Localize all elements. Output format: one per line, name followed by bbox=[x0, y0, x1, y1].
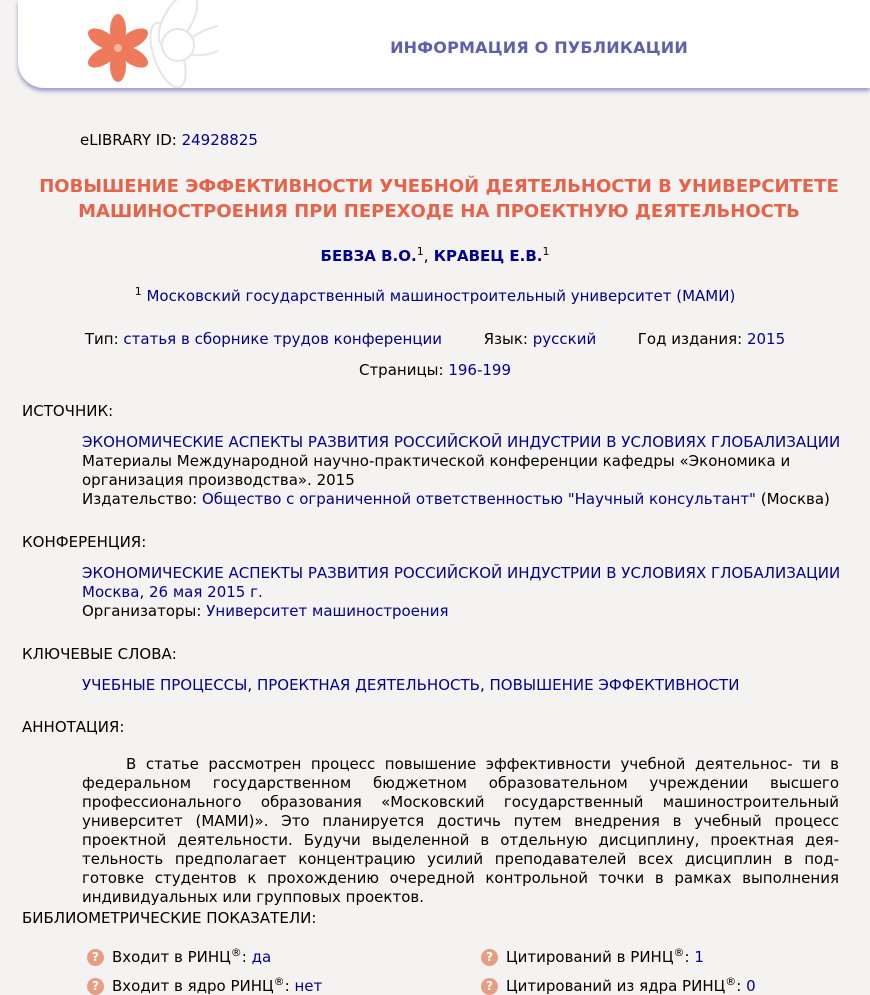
conference-place-date: Москва, 26 мая 2015 г. bbox=[82, 583, 263, 601]
source-description: Материалы Международной научно-практической конференции кафедры «Экономика и организация производства». 2015 bbox=[82, 452, 791, 489]
affiliation-link[interactable]: Московский государственный машиностроительный университет (МАМИ) bbox=[146, 287, 736, 305]
keywords-list bbox=[82, 676, 842, 695]
help-icon[interactable]: ? bbox=[87, 978, 104, 995]
elibrary-id-label: eLIBRARY ID: bbox=[80, 131, 177, 149]
bibliometrics-heading: БИБЛИОМЕТРИЧЕСКИЕ ПОКАЗАТЕЛИ: bbox=[22, 909, 317, 927]
publisher-city: (Москва) bbox=[760, 490, 830, 508]
registered-mark: ® bbox=[230, 946, 242, 959]
publisher-link[interactable]: Общество с ограниченной ответственностью "Научный консультант" bbox=[202, 490, 756, 508]
bib-row-rinc: ? Входит в РИНЦ®: да bbox=[87, 946, 271, 966]
bib-value-citations[interactable]: 1 bbox=[694, 948, 704, 966]
keyword-link-2[interactable]: ПРОЕКТНАЯ ДЕЯТЕЛЬНОСТЬ bbox=[256, 676, 480, 694]
source-block bbox=[82, 433, 842, 509]
bib-value-rinc[interactable]: да bbox=[251, 948, 272, 966]
organizers-label: Организаторы: bbox=[82, 602, 202, 620]
keywords-heading: КЛЮЧЕВЫЕ СЛОВА: bbox=[22, 645, 177, 663]
abstract-text: В статье рассмотрен процесс повышение эффективности учебной деятельнос- ти в федеральном государственном бюджетном образовательном учреждении высшего профессионального образования «Московский государственный машиностроительный университет (МАМИ)». Это планируется достичь путем внедрения в учебный процесс проектной деятельности. Будучи выделенной в отдельную дисциплину, проектная дея- тельность предполагает концентрацию усилий преподавателей всех дисциплин в под- готовке студентов к прохождению очередной контрольной точки в рамках выполнения индивидуальных или групповых проектов. bbox=[82, 755, 839, 906]
bib-row-core: ? Входит в ядро РИНЦ®: нет bbox=[87, 975, 322, 995]
page-header bbox=[18, 0, 870, 88]
registered-mark: ® bbox=[673, 946, 685, 959]
bib-row-core-citations: ? Цитирований из ядра РИНЦ®: 0 bbox=[481, 975, 756, 995]
type-label: Тип: bbox=[84, 330, 119, 348]
header-title: ИНФОРМАЦИЯ О ПУБЛИКАЦИИ bbox=[390, 38, 688, 57]
authors-line bbox=[0, 245, 870, 265]
publisher-label: Издательство: bbox=[82, 490, 198, 508]
bib-label: Цитирований в РИНЦ bbox=[506, 948, 674, 966]
help-icon[interactable]: ? bbox=[87, 949, 104, 966]
registered-mark: ® bbox=[725, 975, 737, 988]
year-label: Год издания: bbox=[637, 330, 743, 348]
affiliation-line bbox=[0, 285, 870, 305]
bib-label: Цитирований из ядра РИНЦ bbox=[506, 977, 726, 995]
conference-block bbox=[82, 564, 842, 621]
year-value: 2015 bbox=[746, 330, 786, 348]
elibrary-id-value: 24928825 bbox=[181, 131, 258, 149]
author-2-affil-sup: 1 bbox=[542, 245, 550, 258]
keyword-link-1[interactable]: УЧЕБНЫЕ ПРОЦЕССЫ bbox=[82, 676, 248, 694]
pages-value: 196-199 bbox=[448, 361, 512, 379]
author-link-1[interactable]: БЕВЗА В.О. bbox=[320, 247, 417, 265]
author-1-affil-sup: 1 bbox=[416, 245, 424, 258]
bib-value-core-citations[interactable]: 0 bbox=[746, 977, 756, 995]
keyword-link-3[interactable]: ПОВЫШЕНИЕ ЭФФЕКТИВНОСТИ bbox=[489, 676, 740, 694]
elibrary-id bbox=[80, 131, 258, 149]
bib-label: Входит в ядро РИНЦ bbox=[112, 977, 274, 995]
bib-value-core[interactable]: нет bbox=[294, 977, 323, 995]
publication-meta bbox=[0, 330, 870, 348]
language-value: русский bbox=[532, 330, 597, 348]
language-label: Язык: bbox=[483, 330, 528, 348]
pages-label: Страницы: bbox=[358, 361, 444, 379]
conference-heading: КОНФЕРЕНЦИЯ: bbox=[22, 533, 147, 551]
type-value: статья в сборнике трудов конференции bbox=[123, 330, 443, 348]
bib-row-citations: ? Цитирований в РИНЦ®: 1 bbox=[481, 946, 704, 966]
pages-line bbox=[0, 361, 870, 379]
help-icon[interactable]: ? bbox=[481, 978, 498, 995]
publication-title: ПОВЫШЕНИЕ ЭФФЕКТИВНОСТИ УЧЕБНОЙ ДЕЯТЕЛЬНОСТИ В УНИВЕРСИТЕТЕ МАШИНОСТРОЕНИЯ ПРИ ПЕРЕХОДЕ НА ПРОЕКТНУЮ ДЕЯТЕЛЬНОСТЬ bbox=[39, 176, 839, 222]
author-link-2[interactable]: КРАВЕЦ Е.В. bbox=[433, 247, 543, 265]
registered-mark: ® bbox=[273, 975, 285, 988]
organizers-link[interactable]: Университет машиностроения bbox=[206, 602, 449, 620]
abstract-heading: АННОТАЦИЯ: bbox=[22, 718, 125, 736]
keyword-separator: , bbox=[247, 676, 253, 694]
help-icon[interactable]: ? bbox=[481, 949, 498, 966]
keyword-separator: , bbox=[479, 676, 485, 694]
bib-label: Входит в РИНЦ bbox=[112, 948, 231, 966]
source-heading: ИСТОЧНИК: bbox=[22, 402, 114, 420]
source-title-link[interactable]: ЭКОНОМИЧЕСКИЕ АСПЕКТЫ РАЗВИТИЯ РОССИЙСКОЙ ИНДУСТРИИ В УСЛОВИЯХ ГЛОБАЛИЗАЦИИ bbox=[82, 433, 841, 451]
conference-title-link[interactable]: ЭКОНОМИЧЕСКИЕ АСПЕКТЫ РАЗВИТИЯ РОССИЙСКОЙ ИНДУСТРИИ В УСЛОВИЯХ ГЛОБАЛИЗАЦИИ bbox=[82, 564, 841, 582]
author-separator: , bbox=[423, 247, 429, 265]
affiliation-sup: 1 bbox=[134, 285, 142, 298]
